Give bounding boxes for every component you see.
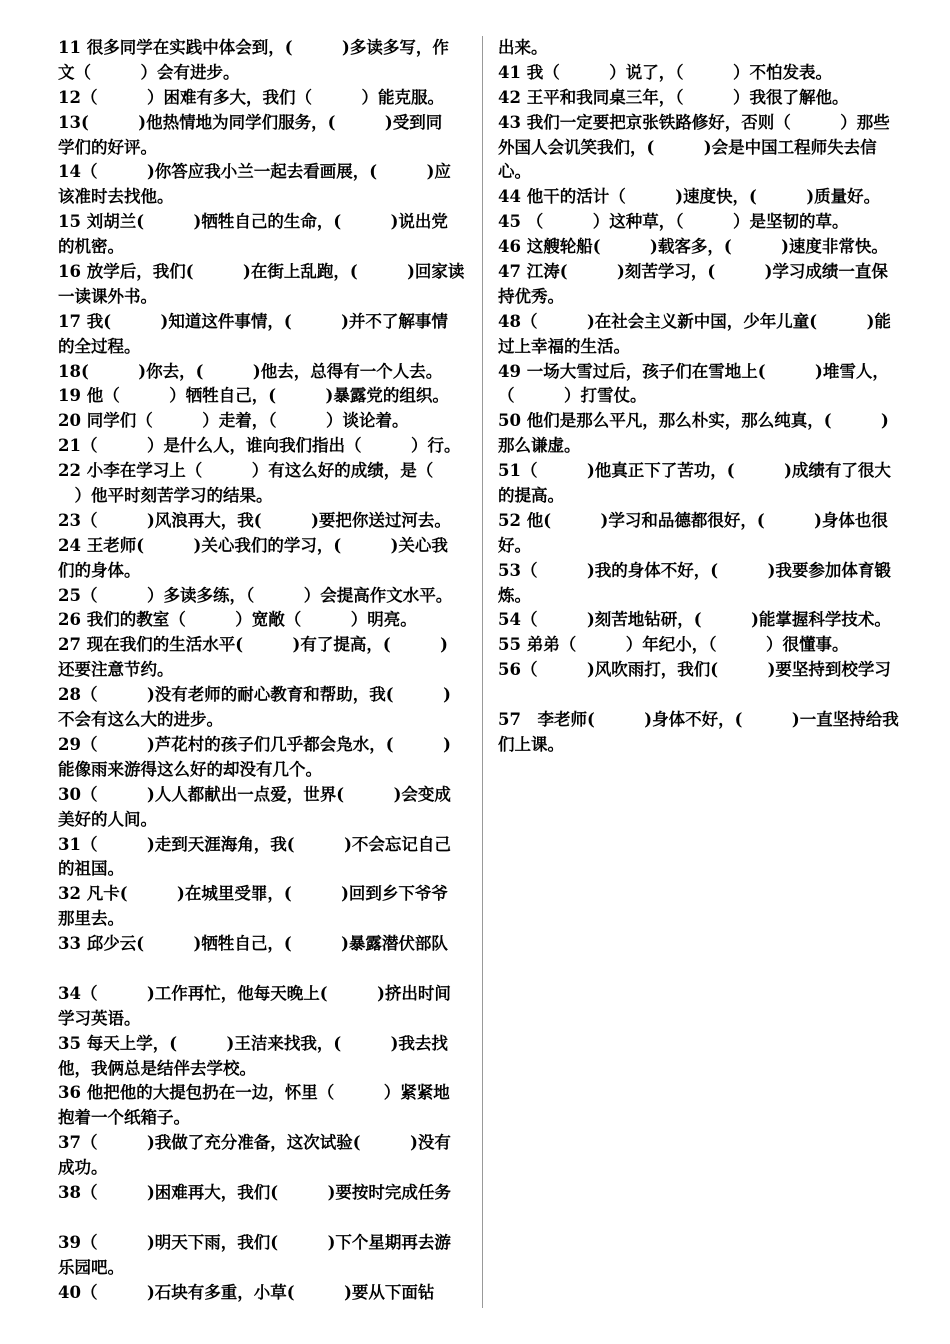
text-line: 他，我俩总是结伴去学校。 xyxy=(58,1058,256,1078)
text-line: 外国人会讥笑我们，( )会是中国工程师失去信 xyxy=(498,137,877,157)
text-line: 18( )你去，( )他去，总得有一个人去。 xyxy=(58,361,443,381)
text-line: 21（ ）是什么人，谁向我们指出（ ）行。 xyxy=(58,436,461,456)
text-line: 的全过程。 xyxy=(58,336,141,356)
text-line: 们的身体。 xyxy=(58,560,141,580)
text-line: 46 这艘轮船( )载客多，( )速度非常快。 xyxy=(498,237,888,257)
text-line: 过上幸福的生活。 xyxy=(498,336,630,356)
text-line: 那里去。 xyxy=(58,909,124,929)
text-line: 那么谦虚。 xyxy=(498,436,581,456)
text-line xyxy=(58,1206,468,1231)
text-line: 一读课外书。 xyxy=(58,286,157,306)
text-line: 26 我们的教室（ ）宽敞（ ）明亮。 xyxy=(58,610,417,630)
text-line: 47 江涛( )刻苦学习，( )学习成绩一直保 xyxy=(498,262,888,282)
text-line: 23（ )风浪再大，我( )要把你送过河去。 xyxy=(58,510,451,530)
text-line: 52 他( )学习和品德都很好，( )身体也很 xyxy=(498,510,888,530)
text-line: 炼。 xyxy=(498,585,531,605)
text-line: 32 凡卡( )在城里受罪，( )回到乡下爷爷 xyxy=(58,884,448,904)
text-line: 该准时去找他。 xyxy=(58,187,174,207)
text-line: 24 王老师( )关心我们的学习，( )关心我 xyxy=(58,535,448,555)
text-line: 持优秀。 xyxy=(498,286,564,306)
text-line: （ ）打雪仗。 xyxy=(498,386,647,406)
text-line: 40（ )石块有多重，小草( )要从下面钻 xyxy=(58,1282,435,1302)
left-column xyxy=(58,36,468,1305)
text-line: 45 （ ）这种草，（ ）是坚韧的草。 xyxy=(498,212,849,232)
text-line: 48（ )在社会主义新中国，少年儿童( )能 xyxy=(498,311,891,331)
text-line: 36 他把他的大提包扔在一边，怀里（ ）紧紧地 xyxy=(58,1083,450,1103)
text-line: 42 王平和我同桌三年，（ ）我很了解他。 xyxy=(498,87,849,107)
text-line: 不会有这么大的进步。 xyxy=(58,710,223,730)
text-line: 们上课。 xyxy=(498,734,564,754)
text-line: 12（ ）困难有多大，我们（ ）能克服。 xyxy=(58,87,444,107)
text-line: 35 每天上学，( )王洁来找我，( )我去找 xyxy=(58,1033,448,1053)
text-line: 51（ )他真正下了苦功，( )成绩有了很大 xyxy=(498,461,891,481)
text-line: 25（ ）多读多练，（ ）会提高作文水平。 xyxy=(58,585,453,605)
text-line: 能像雨来游得这么好的却没有几个。 xyxy=(58,759,322,779)
text-line: 学习英语。 xyxy=(58,1008,141,1028)
text-line: 29（ )芦花村的孩子们几乎都会凫水，( ) xyxy=(58,734,451,754)
text-line: 出来。 xyxy=(498,38,548,57)
text-line: 文（ ）会有进步。 xyxy=(58,62,240,82)
column-divider xyxy=(482,36,483,1308)
text-line: 50 他们是那么平凡，那么朴实，那么纯真，( ) xyxy=(498,411,889,431)
text-line: 53（ )我的身体不好，( )我要参加体育锻 xyxy=(498,560,891,580)
text-line: 33 邱少云( )牺牲自己，( )暴露潜伏部队 xyxy=(58,934,448,954)
text-line: 37（ )我做了充分准备，这次试验( )没有 xyxy=(58,1133,451,1153)
text-line: 55 弟弟（ ）年纪小，（ ）很懂事。 xyxy=(498,635,849,655)
text-line: 27 现在我们的生活水平( )有了提高，( ) xyxy=(58,635,448,655)
text-line: 的祖国。 xyxy=(58,859,124,879)
text-line: 38（ )困难再大，我们( )要按时完成任务 xyxy=(58,1182,451,1202)
text-line: 16 放学后，我们( )在街上乱跑，( )回家读 xyxy=(58,262,465,282)
text-line: 43 我们一定要把京张铁路修好，否则（ ）那些 xyxy=(498,112,890,132)
text-line: 30（ )人人都献出一点爱，世界( )会变成 xyxy=(58,784,451,804)
text-line: 11 很多同学在实践中体会到，( )多读多写，作 xyxy=(58,38,449,57)
text-line: 31（ )走到天涯海角，我( )不会忘记自己 xyxy=(58,834,451,854)
text-line xyxy=(58,957,468,982)
text-line: 学们的好评。 xyxy=(58,137,157,157)
text-line: 心。 xyxy=(498,162,531,182)
text-line: 美好的人间。 xyxy=(58,809,157,829)
text-line: 39（ )明天下雨，我们( )下个星期再去游 xyxy=(58,1232,451,1252)
text-line: 34（ )工作再忙，他每天晚上( )挤出时间 xyxy=(58,983,451,1003)
text-line: 的机密。 xyxy=(58,237,124,257)
text-line: 44 他干的活计（ )速度快，( )质量好。 xyxy=(498,187,881,207)
text-line: 的提高。 xyxy=(498,486,564,506)
text-line: 54（ )刻苦地钻研，( )能掌握科学技术。 xyxy=(498,610,891,630)
text-line: 好。 xyxy=(498,535,531,555)
text-line: 28（ )没有老师的耐心教育和帮助，我( ) xyxy=(58,685,451,705)
text-line: 22 小李在学习上（ ）有这么好的成绩，是（ xyxy=(58,461,434,481)
text-line: 成功。 xyxy=(58,1158,108,1178)
text-line: 19 他（ ）牺牲自己，( )暴露党的组织。 xyxy=(58,386,449,406)
text-line: 17 我( )知道这件事情，( )并不了解事情 xyxy=(58,311,448,331)
text-line: ）他平时刻苦学习的结果。 xyxy=(58,486,273,506)
text-line xyxy=(498,683,908,708)
text-line: 还要注意节约。 xyxy=(58,660,174,680)
text-line: 57 李老师( )身体不好，( )一直坚持给我 xyxy=(498,710,899,730)
text-line: 15 刘胡兰( )牺牲自己的生命，( )说出党 xyxy=(58,212,448,232)
text-line: 乐园吧。 xyxy=(58,1257,124,1277)
text-line: 41 我（ ）说了，（ ）不怕发表。 xyxy=(498,62,832,82)
right-column xyxy=(498,36,908,758)
text-line: 抱着一个纸箱子。 xyxy=(58,1108,190,1128)
text-line: 56（ )风吹雨打，我们( )要坚持到校学习 xyxy=(498,660,891,680)
text-line: 49 一场大雪过后，孩子们在雪地上( )堆雪人， xyxy=(498,361,889,381)
text-line: 20 同学们（ ）走着，（ ）谈论着。 xyxy=(58,411,409,431)
text-line: 13( )他热情地为同学们服务，( )受到同 xyxy=(58,112,443,132)
text-line: 14（ )你答应我小兰一起去看画展，( )应 xyxy=(58,162,451,182)
